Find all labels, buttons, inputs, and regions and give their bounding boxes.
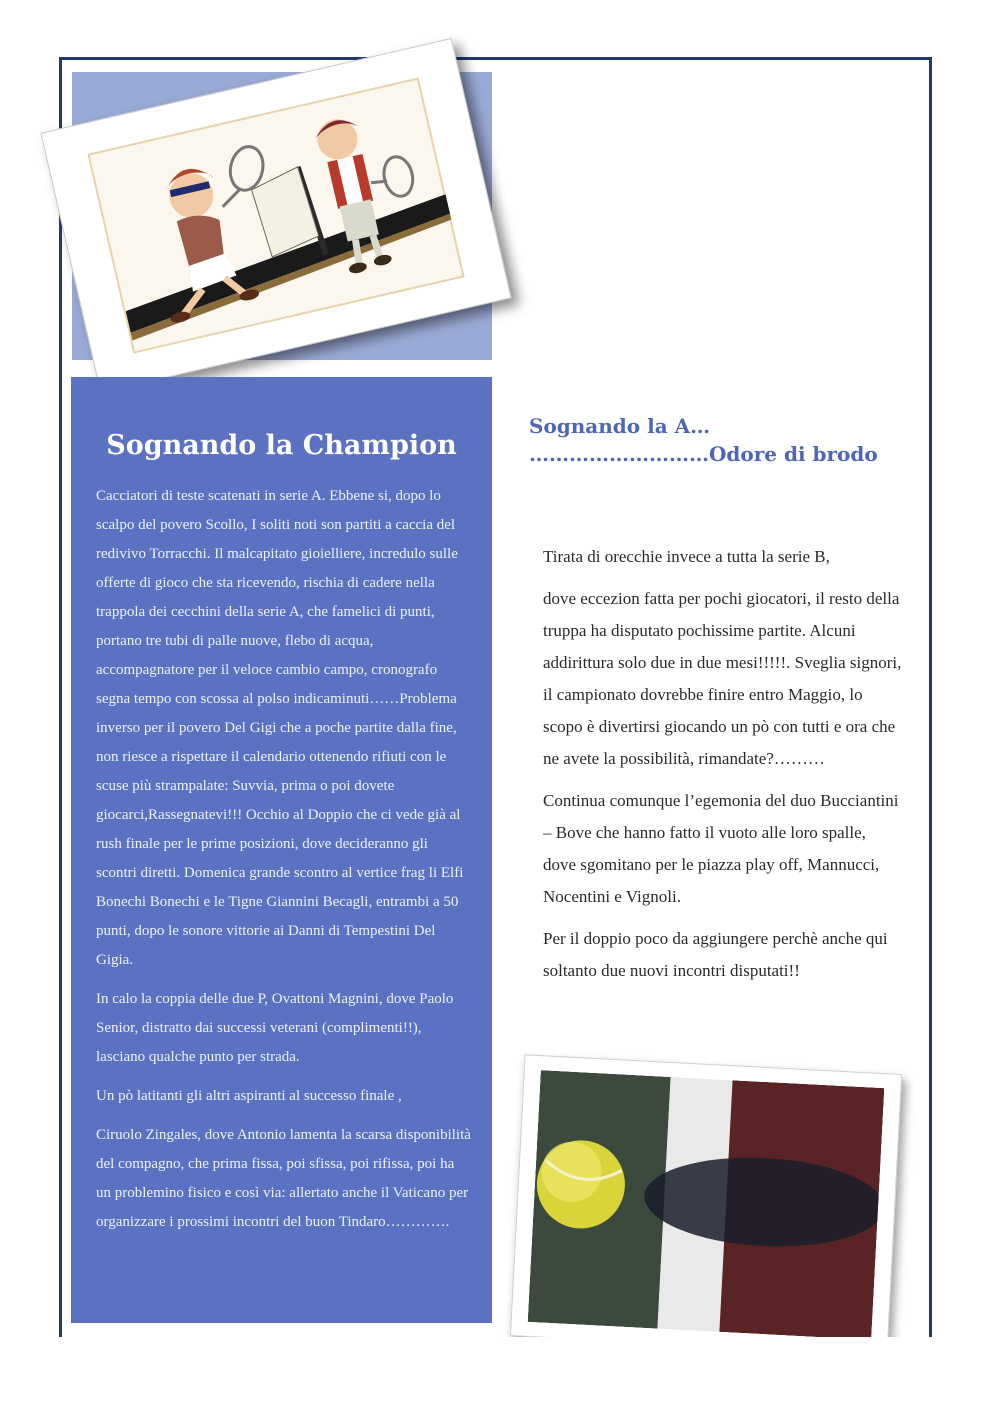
left-paragraph: Un pò latitanti gli altri aspiranti al successo finale , <box>96 1088 402 1104</box>
right-paragraph: Per il doppio poco da aggiungere perchè anche qui soltanto due nuovi incontri disputati!! <box>543 929 888 980</box>
left-article-title: Sognando la Champion <box>106 430 457 461</box>
page-bottom-margin <box>0 1337 992 1403</box>
right-article-title <box>529 412 909 468</box>
right-paragraph: dove eccezion fatta per pochi giocatori, il resto della truppa ha disputato pochissime partite. Alcuni addirittura solo due in due mesi!!!!!. Sveglia signori, il campionato dovrebbe finire entro Maggio, lo scopo è divertirsi giocando un pò con tutti e ora che ne avete la possibilità, rimandate?……… <box>543 589 902 768</box>
left-paragraph: In calo la coppia delle due P, Ovattoni Magnini, dove Paolo Senior, distratto dai successi veterani (complimenti!!), lasciano qualche punto per strada. <box>96 991 454 1065</box>
right-title-line-2: ………………………Odore di brodo <box>529 442 878 466</box>
tennis-ball-illustration <box>528 1070 885 1340</box>
tennis-kids-illustration <box>90 79 465 353</box>
tennis-ball-photo <box>510 1054 902 1355</box>
right-article-body <box>543 541 903 997</box>
right-paragraph: Tirata di orecchie invece a tutta la serie B, <box>543 547 830 566</box>
left-article-body <box>96 482 472 1247</box>
left-paragraph: Ciruolo Zingales, dove Antonio lamenta la scarsa disponibilità del compagno, che prima fissa, poi sfissa, poi rifissa, poi ha un problemino fisico e così via: allertato anche il Vaticano per organizzare i prossimi incontri del buon Tindaro…………. <box>96 1127 471 1230</box>
right-paragraph: Continua comunque l’egemonia del duo Bucciantini – Bove che hanno fatto il vuoto alle loro spalle, dove sgomitano per le piazza play off, Mannucci, Nocentini e Vignoli. <box>543 791 899 906</box>
left-paragraph: Cacciatori di teste scatenati in serie A. Ebbene si, dopo lo scalpo del povero Scollo, I soliti noti son partiti a caccia del redivivo Torracchi. Il malcapitato gioielliere, incredulo sulle offerte di gioco che sta ricevendo, rischia di cadere nella trappola dei cecchini della serie A, che famelici di punti, portano tre tubi di palle nuove, flebo di acqua, accompagnatore per il veloce cambio campo, cronografo segna tempo con scossa al polso indicaminuti……Problema inverso per il povero Del Gigi che a poche partite dalla fine, non riesce a rispettare il calendario ottenendo rifiuti con le scuse più strampalate: Suvvia, prima o poi dovete giocarci,Rassegnatevi!!! Occhio al Doppio che ci vede già al rush finale per le prime posizioni, dove decideranno gli scontri diretti. Domenica grande scontro al vertice frag li Elfi Bonechi Bonechi e le Tigne Giannini Becagli, entrambi a 50 punti, dopo le sonore vittorie ai Danni di Tempestini Del Gigia. <box>96 488 464 968</box>
right-title-line-1: Sognando la A… <box>529 414 711 438</box>
